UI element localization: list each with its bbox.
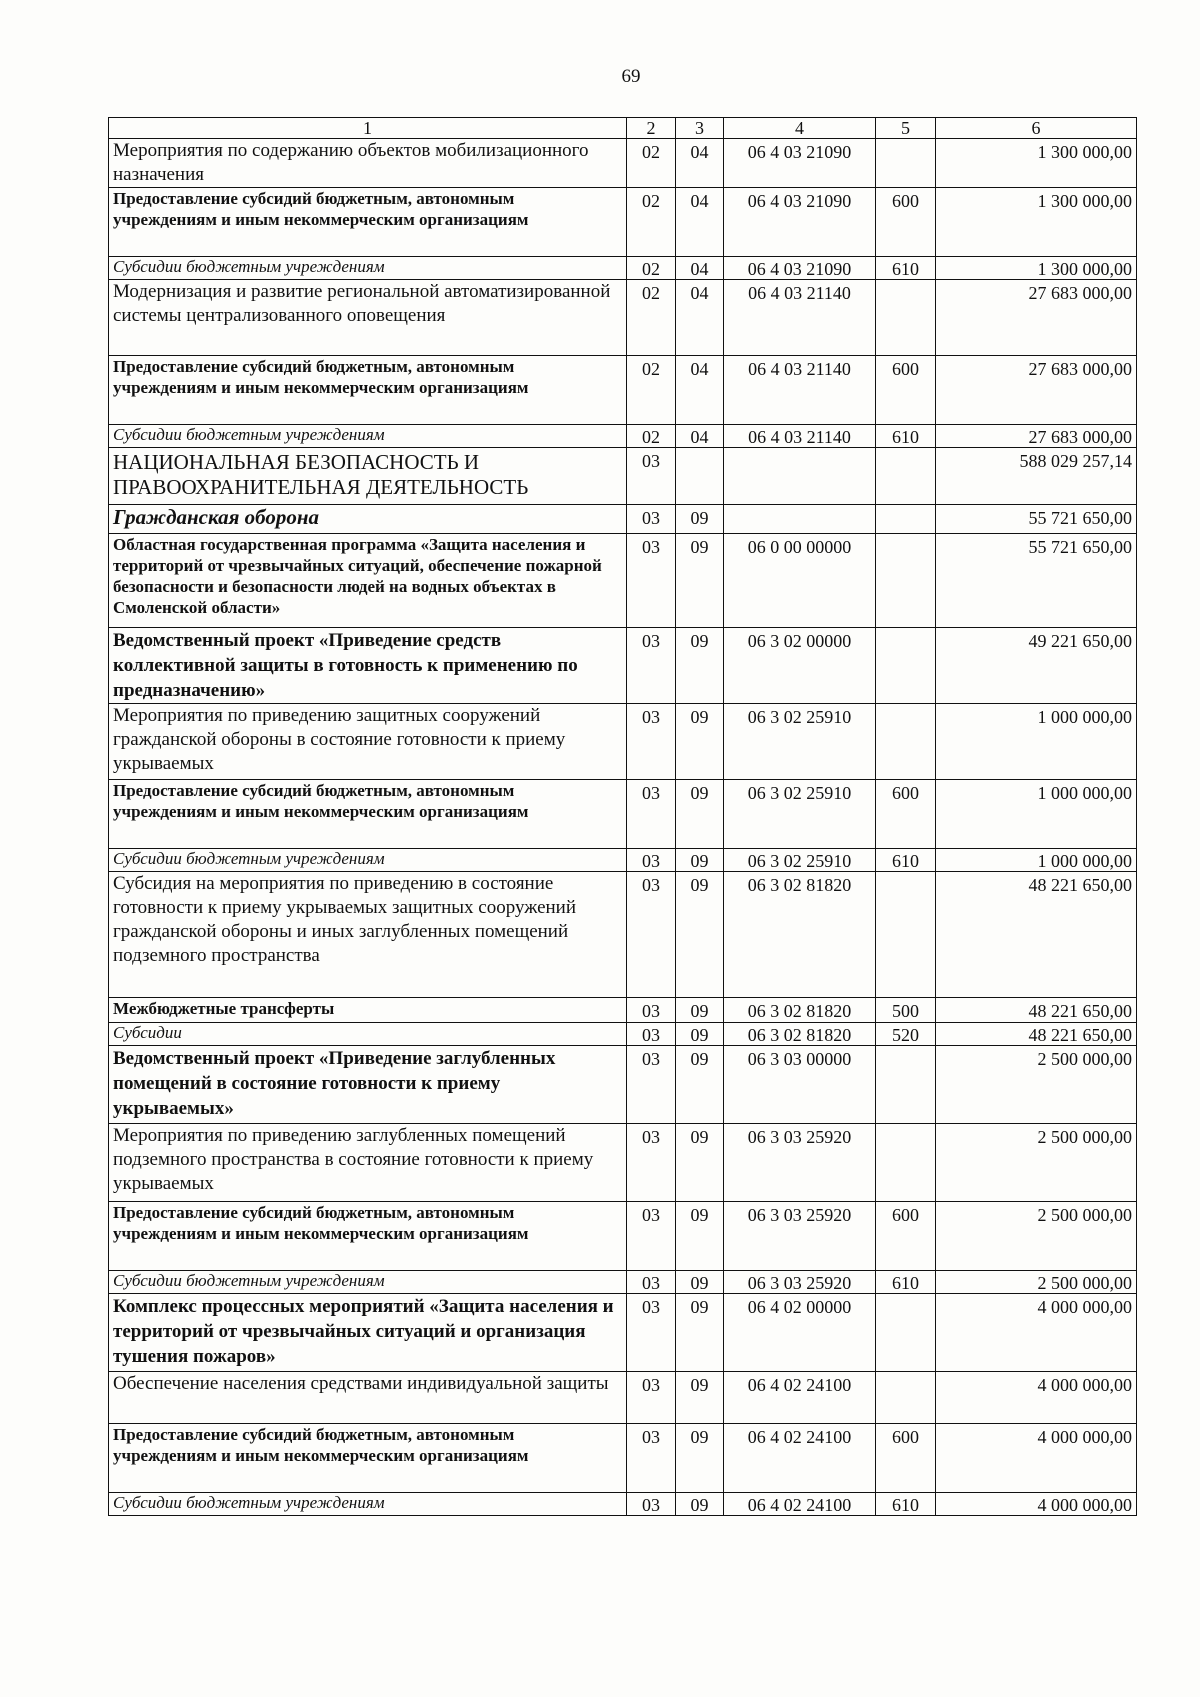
table-row xyxy=(109,188,1137,257)
row-target-item: 06 4 03 21090 xyxy=(724,139,876,188)
row-section: 02 xyxy=(627,257,676,280)
row-amount: 49 221 650,00 xyxy=(936,628,1137,704)
row-expense-type xyxy=(876,505,936,534)
row-target-item: 06 4 02 24100 xyxy=(724,1372,876,1424)
row-name: Мероприятия по содержанию объектов мобилизационного назначения xyxy=(109,139,627,188)
row-subsection: 09 xyxy=(676,1372,724,1424)
row-section: 03 xyxy=(627,998,676,1023)
table-row xyxy=(109,257,1137,280)
row-section: 03 xyxy=(627,849,676,872)
row-expense-type: 600 xyxy=(876,188,936,257)
row-amount: 4 000 000,00 xyxy=(936,1493,1137,1516)
row-expense-type: 600 xyxy=(876,1424,936,1493)
row-expense-type xyxy=(876,1124,936,1202)
table-row xyxy=(109,872,1137,998)
row-name: Модернизация и развитие региональной автоматизированной системы централизованного оповещения xyxy=(109,280,627,356)
row-subsection: 09 xyxy=(676,998,724,1023)
row-subsection: 04 xyxy=(676,425,724,448)
row-section: 03 xyxy=(627,1046,676,1124)
budget-table xyxy=(108,117,1137,1516)
table-row xyxy=(109,1372,1137,1424)
row-section: 03 xyxy=(627,1294,676,1372)
row-expense-type: 600 xyxy=(876,1202,936,1271)
table-row xyxy=(109,1294,1137,1372)
row-name: Межбюджетные трансферты xyxy=(109,998,627,1023)
table-row xyxy=(109,704,1137,780)
row-expense-type xyxy=(876,872,936,998)
row-section: 02 xyxy=(627,356,676,425)
row-target-item: 06 4 03 21090 xyxy=(724,257,876,280)
row-amount: 4 000 000,00 xyxy=(936,1424,1137,1493)
row-subsection: 04 xyxy=(676,188,724,257)
row-target-item: 06 4 02 00000 xyxy=(724,1294,876,1372)
row-name: Областная государственная программа «Защита населения и территорий от чрезвычайных ситуаций, обеспечение пожарной безопасности и безопасности людей на водных объектах в Смоленской области» xyxy=(109,534,627,628)
row-subsection: 09 xyxy=(676,505,724,534)
row-amount: 2 500 000,00 xyxy=(936,1046,1137,1124)
row-amount: 1 000 000,00 xyxy=(936,780,1137,849)
table-row xyxy=(109,448,1137,505)
row-expense-type: 610 xyxy=(876,1271,936,1294)
row-expense-type xyxy=(876,534,936,628)
row-subsection xyxy=(676,448,724,505)
row-section: 03 xyxy=(627,448,676,505)
table-row xyxy=(109,425,1137,448)
row-expense-type xyxy=(876,1294,936,1372)
row-name: Субсидии бюджетным учреждениям xyxy=(109,849,627,872)
table-row xyxy=(109,534,1137,628)
row-target-item xyxy=(724,448,876,505)
row-amount: 27 683 000,00 xyxy=(936,356,1137,425)
row-name: Гражданская оборона xyxy=(109,505,627,534)
table-row xyxy=(109,1424,1137,1493)
row-target-item: 06 3 03 25920 xyxy=(724,1271,876,1294)
table-row xyxy=(109,998,1137,1023)
row-section: 03 xyxy=(627,704,676,780)
row-subsection: 04 xyxy=(676,139,724,188)
column-header: 5 xyxy=(876,118,936,139)
row-amount: 2 500 000,00 xyxy=(936,1271,1137,1294)
row-name: Предоставление субсидий бюджетным, автономным учреждениям и иным некоммерческим организациям xyxy=(109,1424,627,1493)
row-section: 03 xyxy=(627,534,676,628)
row-name: Предоставление субсидий бюджетным, автономным учреждениям и иным некоммерческим организациям xyxy=(109,188,627,257)
row-expense-type xyxy=(876,704,936,780)
row-name: Субсидии xyxy=(109,1023,627,1046)
row-name: Мероприятия по приведению заглубленных помещений подземного пространства в состояние готовности к приему укрываемых xyxy=(109,1124,627,1202)
row-amount: 4 000 000,00 xyxy=(936,1372,1137,1424)
row-section: 03 xyxy=(627,628,676,704)
table-row xyxy=(109,280,1137,356)
table-row xyxy=(109,1493,1137,1516)
row-target-item: 06 4 03 21140 xyxy=(724,280,876,356)
table-row xyxy=(109,1023,1137,1046)
row-target-item: 06 0 00 00000 xyxy=(724,534,876,628)
row-name: Предоставление субсидий бюджетным, автономным учреждениям и иным некоммерческим организациям xyxy=(109,356,627,425)
row-section: 03 xyxy=(627,1372,676,1424)
row-subsection: 09 xyxy=(676,1202,724,1271)
row-amount: 1 000 000,00 xyxy=(936,704,1137,780)
row-subsection: 04 xyxy=(676,280,724,356)
row-name: Предоставление субсидий бюджетным, автономным учреждениям и иным некоммерческим организациям xyxy=(109,780,627,849)
table-row xyxy=(109,505,1137,534)
table-row xyxy=(109,1124,1137,1202)
row-section: 03 xyxy=(627,1124,676,1202)
table-row xyxy=(109,356,1137,425)
row-target-item: 06 3 02 81820 xyxy=(724,1023,876,1046)
row-target-item: 06 3 03 25920 xyxy=(724,1202,876,1271)
row-section: 03 xyxy=(627,505,676,534)
row-name: Комплекс процессных мероприятий «Защита населения и территорий от чрезвычайных ситуаций и организация тушения пожаров» xyxy=(109,1294,627,1372)
table-row xyxy=(109,1046,1137,1124)
row-subsection: 09 xyxy=(676,780,724,849)
row-expense-type: 520 xyxy=(876,1023,936,1046)
row-amount: 48 221 650,00 xyxy=(936,998,1137,1023)
row-subsection: 09 xyxy=(676,1294,724,1372)
row-subsection: 04 xyxy=(676,356,724,425)
row-section: 02 xyxy=(627,188,676,257)
row-name: Субсидии бюджетным учреждениям xyxy=(109,425,627,448)
row-expense-type xyxy=(876,628,936,704)
row-expense-type: 610 xyxy=(876,257,936,280)
column-header: 1 xyxy=(109,118,627,139)
row-target-item: 06 3 02 25910 xyxy=(724,849,876,872)
row-subsection: 09 xyxy=(676,849,724,872)
row-target-item: 06 4 03 21140 xyxy=(724,425,876,448)
row-name: Субсидии бюджетным учреждениям xyxy=(109,257,627,280)
row-target-item: 06 4 03 21140 xyxy=(724,356,876,425)
table-row xyxy=(109,780,1137,849)
row-name: Субсидии бюджетным учреждениям xyxy=(109,1493,627,1516)
row-target-item: 06 3 03 00000 xyxy=(724,1046,876,1124)
row-name: Ведомственный проект «Приведение заглубленных помещений в состояние готовности к приему укрываемых» xyxy=(109,1046,627,1124)
column-header: 3 xyxy=(676,118,724,139)
row-subsection: 09 xyxy=(676,1124,724,1202)
row-amount: 55 721 650,00 xyxy=(936,505,1137,534)
row-subsection: 09 xyxy=(676,704,724,780)
row-section: 03 xyxy=(627,872,676,998)
row-subsection: 09 xyxy=(676,1271,724,1294)
row-amount: 2 500 000,00 xyxy=(936,1124,1137,1202)
row-target-item: 06 4 03 21090 xyxy=(724,188,876,257)
row-section: 03 xyxy=(627,1271,676,1294)
row-name: Субсидии бюджетным учреждениям xyxy=(109,1271,627,1294)
row-expense-type: 610 xyxy=(876,849,936,872)
row-amount: 1 000 000,00 xyxy=(936,849,1137,872)
table-row xyxy=(109,849,1137,872)
row-expense-type: 500 xyxy=(876,998,936,1023)
row-subsection: 04 xyxy=(676,257,724,280)
row-subsection: 09 xyxy=(676,1493,724,1516)
row-amount: 48 221 650,00 xyxy=(936,872,1137,998)
row-expense-type: 600 xyxy=(876,780,936,849)
row-section: 02 xyxy=(627,425,676,448)
table-row xyxy=(109,1271,1137,1294)
column-header: 4 xyxy=(724,118,876,139)
row-name: Обеспечение населения средствами индивидуальной защиты xyxy=(109,1372,627,1424)
row-target-item: 06 3 02 00000 xyxy=(724,628,876,704)
row-subsection: 09 xyxy=(676,1046,724,1124)
row-section: 03 xyxy=(627,1023,676,1046)
row-expense-type xyxy=(876,1372,936,1424)
row-target-item: 06 3 03 25920 xyxy=(724,1124,876,1202)
row-amount: 55 721 650,00 xyxy=(936,534,1137,628)
row-target-item: 06 3 02 81820 xyxy=(724,998,876,1023)
row-subsection: 09 xyxy=(676,1424,724,1493)
row-amount: 48 221 650,00 xyxy=(936,1023,1137,1046)
row-subsection: 09 xyxy=(676,628,724,704)
row-expense-type xyxy=(876,448,936,505)
row-amount: 1 300 000,00 xyxy=(936,188,1137,257)
page-number: 69 xyxy=(621,66,641,87)
row-section: 02 xyxy=(627,280,676,356)
row-target-item: 06 3 02 25910 xyxy=(724,704,876,780)
row-target-item xyxy=(724,505,876,534)
row-amount: 588 029 257,14 xyxy=(936,448,1137,505)
column-header: 6 xyxy=(936,118,1137,139)
row-subsection: 09 xyxy=(676,1023,724,1046)
row-expense-type: 610 xyxy=(876,1493,936,1516)
row-expense-type: 600 xyxy=(876,356,936,425)
row-expense-type xyxy=(876,139,936,188)
row-name: Мероприятия по приведению защитных сооружений гражданской обороны в состояние готовности к приему укрываемых xyxy=(109,704,627,780)
row-subsection: 09 xyxy=(676,534,724,628)
row-section: 03 xyxy=(627,1493,676,1516)
table-row xyxy=(109,628,1137,704)
column-header: 2 xyxy=(627,118,676,139)
row-expense-type xyxy=(876,280,936,356)
row-target-item: 06 4 02 24100 xyxy=(724,1493,876,1516)
row-name: Субсидия на мероприятия по приведению в состояние готовности к приему укрываемых защитных сооружений гражданской обороны и иных заглубленных помещений подземного пространства xyxy=(109,872,627,998)
table-row xyxy=(109,1202,1137,1271)
row-target-item: 06 4 02 24100 xyxy=(724,1424,876,1493)
row-section: 03 xyxy=(627,780,676,849)
row-amount: 1 300 000,00 xyxy=(936,139,1137,188)
row-name: Предоставление субсидий бюджетным, автономным учреждениям и иным некоммерческим организациям xyxy=(109,1202,627,1271)
row-amount: 27 683 000,00 xyxy=(936,280,1137,356)
header-row xyxy=(109,118,1137,139)
row-name: Ведомственный проект «Приведение средств коллективной защиты в готовность к применению по предназначению» xyxy=(109,628,627,704)
row-expense-type xyxy=(876,1046,936,1124)
row-expense-type: 610 xyxy=(876,425,936,448)
row-target-item: 06 3 02 81820 xyxy=(724,872,876,998)
row-amount: 27 683 000,00 xyxy=(936,425,1137,448)
row-amount: 1 300 000,00 xyxy=(936,257,1137,280)
row-section: 03 xyxy=(627,1424,676,1493)
row-name: НАЦИОНАЛЬНАЯ БЕЗОПАСНОСТЬ И ПРАВООХРАНИТЕЛЬНАЯ ДЕЯТЕЛЬНОСТЬ xyxy=(109,448,627,505)
row-target-item: 06 3 02 25910 xyxy=(724,780,876,849)
row-amount: 2 500 000,00 xyxy=(936,1202,1137,1271)
row-amount: 4 000 000,00 xyxy=(936,1294,1137,1372)
row-section: 02 xyxy=(627,139,676,188)
row-subsection: 09 xyxy=(676,872,724,998)
table-row xyxy=(109,139,1137,188)
row-section: 03 xyxy=(627,1202,676,1271)
